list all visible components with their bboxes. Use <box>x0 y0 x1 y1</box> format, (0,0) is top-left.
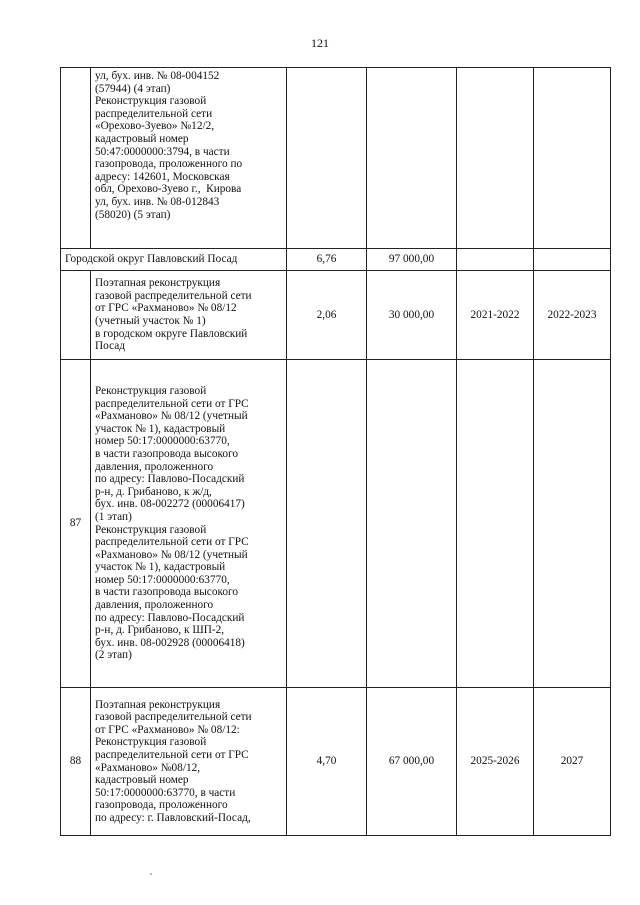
period-a-cell <box>457 249 534 271</box>
description-line: р-н, д. Грибаново, к ж/д, <box>95 485 212 498</box>
description-line: газопровода, проложенного <box>95 799 228 812</box>
cost-cell: 30 000,00 <box>367 271 457 360</box>
description-line: бух. инв. 08-002272 (00006417) <box>95 498 245 511</box>
period-a-cell <box>457 360 534 688</box>
description-line: давления, проложенного <box>95 460 214 473</box>
length-cell <box>287 68 367 249</box>
row-number-cell <box>61 68 91 249</box>
description-line: Посад <box>95 340 126 353</box>
description-line: по адресу: Павлово-Посадский <box>95 611 245 624</box>
description-line: Реконструкция газовой <box>95 523 207 536</box>
description-line: от ГРС «Рахманово» № 08/12 <box>95 302 237 315</box>
page-number: 121 <box>311 36 329 50</box>
description-line: распределительной сети от ГРС <box>95 397 249 410</box>
cost-cell <box>367 360 457 688</box>
description-line: 50:47:0000000:3794, в части <box>95 145 230 158</box>
row-number-cell: 87 <box>61 360 91 688</box>
description-line: газовой распределительной сети <box>95 711 252 724</box>
district-row <box>61 249 611 271</box>
description-line: (учетный участок № 1) <box>95 315 206 327</box>
description-line: Реконструкция газовой <box>95 736 207 749</box>
description-line: номер 50:17:0000000:63770, <box>95 435 230 448</box>
description-line: (57944) (4 этап) <box>95 82 171 95</box>
description-line: в части газопровода высокого <box>95 447 239 460</box>
description-line: р-н, д. Грибаново, к ШП-2, <box>95 624 225 637</box>
description-line: участок № 1), кадастровый <box>95 561 226 574</box>
description-line: по адресу: Павлово-Посадский <box>95 473 245 486</box>
length-cell: 6,76 <box>287 249 367 271</box>
description-line: распределительной сети от ГРС <box>95 748 249 761</box>
description-line: газопровода, проложенного по <box>95 158 243 171</box>
table-row <box>61 360 611 688</box>
description-line: Поэтапная реконструкция <box>95 698 221 711</box>
description-cell <box>91 688 287 836</box>
description-line: кадастровый номер <box>95 132 189 145</box>
description-line: «Рахманово» № 08/12 (учетный <box>95 548 248 561</box>
length-cell: 2,06 <box>287 271 367 360</box>
length-cell <box>287 360 367 688</box>
description-line: (2 этап) <box>95 649 132 662</box>
table-row <box>61 68 611 249</box>
description-line: 50:17:0000000:63770, в части <box>95 786 236 799</box>
description-line: бух. инв. 08-002928 (00006418) <box>95 636 245 649</box>
cost-cell <box>367 68 457 249</box>
description-line: по адресу: г. Павловский-Посад, <box>95 811 251 824</box>
period-a-cell: 2025-2026 <box>457 688 534 836</box>
period-b-cell <box>534 68 611 249</box>
description-line: от ГРС «Рахманово» № 08/12: <box>95 723 240 736</box>
table-row <box>61 271 611 360</box>
description-line: номер 50:17:0000000:63770, <box>95 573 230 586</box>
description-line: (1 этап) <box>95 510 132 523</box>
description-line: «Рахманово» №08/12, <box>95 761 201 774</box>
description-cell <box>91 68 287 249</box>
description-line: давления, проложенного <box>95 599 214 612</box>
cost-cell: 67 000,00 <box>367 688 457 836</box>
table-row <box>61 688 611 836</box>
description-cell <box>91 271 287 360</box>
scan-speck <box>150 873 152 875</box>
description-line: (58020) (5 этап) <box>95 208 171 221</box>
description-line: обл, Орехово-Зуево г., Кирова <box>95 183 242 196</box>
description-line: участок № 1), кадастровый <box>95 422 226 435</box>
length-cell: 4,70 <box>287 688 367 836</box>
cost-cell: 97 000,00 <box>367 249 457 271</box>
description-line: Реконструкция газовой <box>95 384 207 397</box>
description-cell <box>91 360 287 688</box>
description-line: ул, бух. инв. № 08-012843 <box>95 195 220 208</box>
investment-program-table <box>60 67 611 836</box>
description-line: Реконструкция газовой <box>95 95 207 108</box>
period-b-cell <box>534 360 611 688</box>
description-line: распределительной сети <box>95 107 213 120</box>
row-number-cell: 88 <box>61 688 91 836</box>
period-a-cell: 2021-2022 <box>457 271 534 360</box>
description-line: ул, бух. инв. № 08-004152 <box>95 70 220 82</box>
description-line: «Орехово-Зуево» №12/2, <box>95 120 215 133</box>
description-line: распределительной сети от ГРС <box>95 536 249 549</box>
description-line: газовой распределительной сети <box>95 289 252 302</box>
row-number-cell <box>61 271 91 360</box>
period-a-cell <box>457 68 534 249</box>
description-line: в городском округе Павловский <box>95 327 248 340</box>
description-line: «Рахманово» № 08/12 (учетный <box>95 410 248 423</box>
description-line: кадастровый номер <box>95 774 189 787</box>
period-b-cell <box>534 249 611 271</box>
description-line: Поэтапная реконструкция <box>95 277 221 290</box>
district-name-cell: Городской округ Павловский Посад <box>61 249 287 271</box>
description-line: адресу: 142601, Московская <box>95 170 230 183</box>
period-b-cell: 2027 <box>534 688 611 836</box>
description-line: в части газопровода высокого <box>95 586 239 599</box>
period-b-cell: 2022-2023 <box>534 271 611 360</box>
